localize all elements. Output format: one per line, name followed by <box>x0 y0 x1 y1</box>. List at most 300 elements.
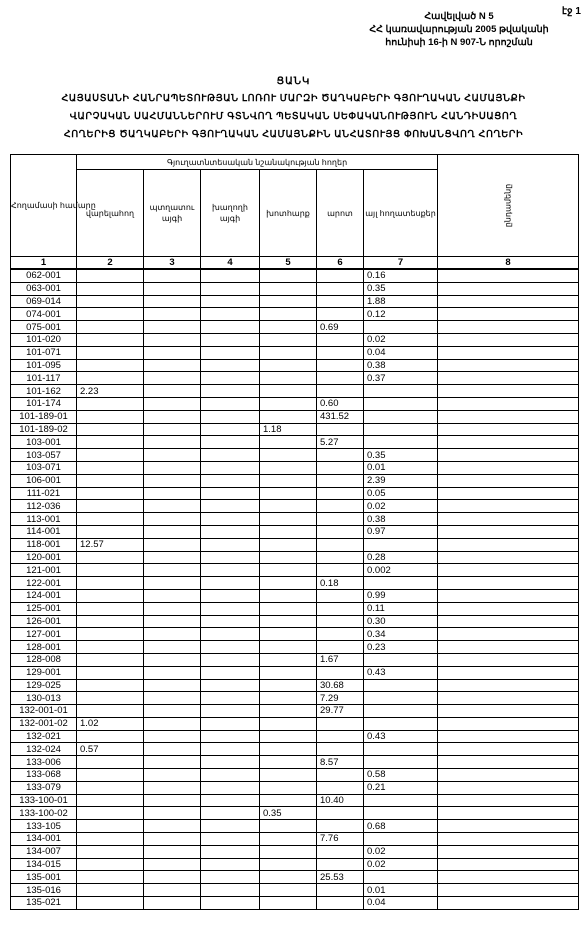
pasture-cell: 0.69 <box>317 321 364 334</box>
table-row <box>11 858 579 871</box>
vineyard-cell <box>201 628 260 641</box>
hayfield-cell <box>260 717 317 730</box>
plot-number-cell: 074-001 <box>11 308 77 321</box>
total-cell <box>438 487 579 500</box>
orchard-cell <box>144 321 201 334</box>
vineyard-cell <box>201 346 260 359</box>
other-land-cell <box>364 807 438 820</box>
table-row <box>11 269 579 282</box>
other-land-cell: 0.23 <box>364 641 438 654</box>
other-land-cell: 0.43 <box>364 666 438 679</box>
orchard-cell <box>144 666 201 679</box>
hayfield-cell <box>260 730 317 743</box>
orchard-cell <box>144 845 201 858</box>
arable-cell <box>77 577 144 590</box>
hayfield-cell <box>260 295 317 308</box>
arable-cell <box>77 628 144 641</box>
plot-number-cell: 062-001 <box>11 269 77 282</box>
hayfield-cell <box>260 308 317 321</box>
total-cell <box>438 743 579 756</box>
orchard-cell <box>144 346 201 359</box>
annex-header-line2: ՀՀ կառավարության 2005 թվականի <box>369 24 549 35</box>
arable-cell <box>77 397 144 410</box>
colnum-6: 6 <box>317 257 364 270</box>
plot-number-cell: 127-001 <box>11 628 77 641</box>
arable-cell <box>77 295 144 308</box>
pasture-cell <box>317 372 364 385</box>
total-cell <box>438 756 579 769</box>
hayfield-cell <box>260 321 317 334</box>
table-row <box>11 743 579 756</box>
arable-cell <box>77 436 144 449</box>
vineyard-cell <box>201 423 260 436</box>
orchard-cell <box>144 423 201 436</box>
other-land-cell: 1.88 <box>364 295 438 308</box>
plot-number-cell: 132-021 <box>11 730 77 743</box>
plot-number-cell: 133-068 <box>11 769 77 782</box>
arable-cell <box>77 692 144 705</box>
table-row <box>11 346 579 359</box>
pasture-cell: 0.18 <box>317 577 364 590</box>
vineyard-cell <box>201 884 260 897</box>
hayfield-cell <box>260 577 317 590</box>
document-subtitle <box>10 90 577 144</box>
total-cell <box>438 602 579 615</box>
table-row <box>11 423 579 436</box>
pasture-cell <box>317 743 364 756</box>
vineyard-cell <box>201 551 260 564</box>
pasture-cell <box>317 474 364 487</box>
total-cell <box>438 513 579 526</box>
plot-number-cell: 132-024 <box>11 743 77 756</box>
pasture-cell: 1.67 <box>317 653 364 666</box>
plot-number-cell: 069-014 <box>11 295 77 308</box>
orchard-cell <box>144 679 201 692</box>
pasture-cell <box>317 858 364 871</box>
hayfield-cell <box>260 410 317 423</box>
orchard-cell <box>144 807 201 820</box>
other-land-cell <box>364 653 438 666</box>
table-row <box>11 551 579 564</box>
col-vineyard: խաղողի այգի <box>201 170 260 257</box>
plot-number-cell: 133-100-02 <box>11 807 77 820</box>
other-land-cell: 0.58 <box>364 769 438 782</box>
orchard-cell <box>144 551 201 564</box>
plot-number-cell: 075-001 <box>11 321 77 334</box>
total-cell <box>438 794 579 807</box>
arable-cell <box>77 705 144 718</box>
other-land-cell <box>364 538 438 551</box>
other-land-cell: 0.16 <box>364 269 438 282</box>
colnum-2: 2 <box>77 257 144 270</box>
other-land-cell: 0.35 <box>364 282 438 295</box>
table-row <box>11 385 579 398</box>
plot-number-cell: 103-057 <box>11 449 77 462</box>
vineyard-cell <box>201 397 260 410</box>
hayfield-cell <box>260 525 317 538</box>
total-cell <box>438 820 579 833</box>
plot-number-cell: 125-001 <box>11 602 77 615</box>
other-land-cell: 0.97 <box>364 525 438 538</box>
vineyard-cell <box>201 807 260 820</box>
vineyard-cell <box>201 615 260 628</box>
pasture-cell <box>317 525 364 538</box>
arable-cell <box>77 564 144 577</box>
plot-number-cell: 114-001 <box>11 525 77 538</box>
col-total <box>438 155 579 257</box>
plot-number-cell: 130-013 <box>11 692 77 705</box>
total-cell <box>438 807 579 820</box>
land-plots-table <box>10 154 579 910</box>
total-cell <box>438 397 579 410</box>
subtitle-line1: ՀԱՅԱՍՏԱՆԻ ՀԱՆՐԱՊԵՏՈՒԹՅԱՆ ԼՈՌՈՒ ՄԱՐԶԻ ԾԱՂԿԱԲԵՐԻ ԳՅՈՒՂԱԿԱՆ ՀԱՄԱՅՆՔԻ <box>61 93 526 104</box>
pasture-cell: 29.77 <box>317 705 364 718</box>
plot-number-cell: 101-071 <box>11 346 77 359</box>
arable-cell <box>77 794 144 807</box>
table-row <box>11 845 579 858</box>
colnum-7: 7 <box>364 257 438 270</box>
pasture-cell <box>317 807 364 820</box>
orchard-cell <box>144 372 201 385</box>
pasture-cell <box>317 820 364 833</box>
vineyard-cell <box>201 743 260 756</box>
other-land-cell <box>364 577 438 590</box>
plot-number-cell: 101-189-02 <box>11 423 77 436</box>
vineyard-cell <box>201 820 260 833</box>
plot-number-cell: 101-117 <box>11 372 77 385</box>
arable-cell <box>77 897 144 910</box>
vineyard-cell <box>201 589 260 602</box>
plot-number-cell: 134-015 <box>11 858 77 871</box>
total-cell <box>438 449 579 462</box>
table-row <box>11 820 579 833</box>
total-cell <box>438 666 579 679</box>
arable-cell: 1.02 <box>77 717 144 730</box>
other-land-cell <box>364 679 438 692</box>
total-cell <box>438 346 579 359</box>
pasture-cell <box>317 359 364 372</box>
hayfield-cell <box>260 756 317 769</box>
plot-number-cell: 121-001 <box>11 564 77 577</box>
other-land-cell: 0.01 <box>364 461 438 474</box>
orchard-cell <box>144 756 201 769</box>
total-cell <box>438 551 579 564</box>
total-cell <box>438 628 579 641</box>
vineyard-cell <box>201 321 260 334</box>
pasture-cell: 8.57 <box>317 756 364 769</box>
orchard-cell <box>144 525 201 538</box>
vineyard-cell <box>201 897 260 910</box>
pasture-cell <box>317 513 364 526</box>
pasture-cell <box>317 602 364 615</box>
table-row <box>11 308 579 321</box>
vineyard-cell <box>201 871 260 884</box>
col-plot-number: Հողամասի համարը <box>11 155 77 257</box>
pasture-cell <box>317 845 364 858</box>
table-row <box>11 525 579 538</box>
total-cell <box>438 653 579 666</box>
total-cell <box>438 461 579 474</box>
pasture-cell <box>317 449 364 462</box>
other-land-cell: 0.30 <box>364 615 438 628</box>
other-land-cell: 0.38 <box>364 513 438 526</box>
pasture-cell <box>317 884 364 897</box>
pasture-cell <box>317 423 364 436</box>
col-arable: վարելահող <box>77 170 144 257</box>
other-land-cell <box>364 794 438 807</box>
orchard-cell <box>144 769 201 782</box>
other-land-cell: 0.02 <box>364 333 438 346</box>
other-land-cell <box>364 321 438 334</box>
arable-cell <box>77 756 144 769</box>
table-row <box>11 807 579 820</box>
total-cell <box>438 359 579 372</box>
pasture-cell: 10.40 <box>317 794 364 807</box>
vineyard-cell <box>201 385 260 398</box>
hayfield-cell <box>260 794 317 807</box>
arable-cell: 2.23 <box>77 385 144 398</box>
table-row <box>11 833 579 846</box>
pasture-cell <box>317 564 364 577</box>
other-land-cell <box>364 756 438 769</box>
total-cell <box>438 333 579 346</box>
orchard-cell <box>144 461 201 474</box>
orchard-cell <box>144 577 201 590</box>
other-land-cell <box>364 423 438 436</box>
orchard-cell <box>144 705 201 718</box>
colnum-5: 5 <box>260 257 317 270</box>
total-cell <box>438 372 579 385</box>
other-land-cell <box>364 436 438 449</box>
arable-cell <box>77 589 144 602</box>
arable-cell <box>77 615 144 628</box>
col-other-land: այլ հողատեսքեր <box>364 170 438 257</box>
other-land-cell <box>364 705 438 718</box>
table-row <box>11 781 579 794</box>
table-row <box>11 449 579 462</box>
arable-cell <box>77 346 144 359</box>
arable-cell <box>77 500 144 513</box>
total-cell <box>438 308 579 321</box>
hayfield-cell <box>260 858 317 871</box>
pasture-cell <box>317 615 364 628</box>
other-land-cell: 0.11 <box>364 602 438 615</box>
orchard-cell <box>144 781 201 794</box>
other-land-cell: 0.43 <box>364 730 438 743</box>
col-orchard: պտղատու այգի <box>144 170 201 257</box>
orchard-cell <box>144 628 201 641</box>
arable-cell <box>77 781 144 794</box>
arable-cell <box>77 321 144 334</box>
total-cell <box>438 474 579 487</box>
other-land-cell <box>364 410 438 423</box>
arable-cell <box>77 449 144 462</box>
col-total-label: ընդամենը <box>503 183 513 228</box>
plot-number-cell: 118-001 <box>11 538 77 551</box>
vineyard-cell <box>201 730 260 743</box>
table-row <box>11 692 579 705</box>
vineyard-cell <box>201 487 260 500</box>
pasture-cell <box>317 897 364 910</box>
plot-number-cell: 134-001 <box>11 833 77 846</box>
plot-number-cell: 101-189-01 <box>11 410 77 423</box>
col-hayfield: խոտհարք <box>260 170 317 257</box>
hayfield-cell <box>260 692 317 705</box>
total-cell <box>438 781 579 794</box>
vineyard-cell <box>201 359 260 372</box>
other-land-cell: 0.05 <box>364 487 438 500</box>
arable-cell <box>77 525 144 538</box>
arable-cell <box>77 653 144 666</box>
plot-number-cell: 126-001 <box>11 615 77 628</box>
hayfield-cell <box>260 538 317 551</box>
total-cell <box>438 577 579 590</box>
other-land-cell <box>364 692 438 705</box>
plot-number-cell: 133-105 <box>11 820 77 833</box>
arable-cell <box>77 513 144 526</box>
total-cell <box>438 436 579 449</box>
hayfield-cell <box>260 346 317 359</box>
other-land-cell: 0.37 <box>364 372 438 385</box>
arable-cell <box>77 333 144 346</box>
table-row <box>11 589 579 602</box>
arable-cell <box>77 730 144 743</box>
hayfield-cell <box>260 359 317 372</box>
other-land-cell: 0.35 <box>364 449 438 462</box>
orchard-cell <box>144 884 201 897</box>
vineyard-cell <box>201 577 260 590</box>
arable-cell <box>77 641 144 654</box>
vineyard-cell <box>201 333 260 346</box>
arable-cell <box>77 474 144 487</box>
table-row <box>11 295 579 308</box>
orchard-cell <box>144 359 201 372</box>
plot-number-cell: 135-016 <box>11 884 77 897</box>
table-row <box>11 372 579 385</box>
other-land-cell: 0.002 <box>364 564 438 577</box>
other-land-cell: 0.38 <box>364 359 438 372</box>
table-row <box>11 564 579 577</box>
hayfield-cell <box>260 705 317 718</box>
plot-number-cell: 122-001 <box>11 577 77 590</box>
plot-number-cell: 113-001 <box>11 513 77 526</box>
hayfield-cell <box>260 372 317 385</box>
vineyard-cell <box>201 833 260 846</box>
table-row <box>11 321 579 334</box>
other-land-cell <box>364 717 438 730</box>
arable-cell: 0.57 <box>77 743 144 756</box>
plot-number-cell: 128-008 <box>11 653 77 666</box>
plot-number-cell: 101-162 <box>11 385 77 398</box>
hayfield-cell: 0.35 <box>260 807 317 820</box>
arable-cell <box>77 359 144 372</box>
other-land-cell: 2.39 <box>364 474 438 487</box>
hayfield-cell <box>260 602 317 615</box>
vineyard-cell <box>201 513 260 526</box>
pasture-cell <box>317 269 364 282</box>
table-row <box>11 756 579 769</box>
pasture-cell: 30.68 <box>317 679 364 692</box>
hayfield-cell <box>260 474 317 487</box>
plot-number-cell: 133-079 <box>11 781 77 794</box>
orchard-cell <box>144 333 201 346</box>
plot-number-cell: 112-036 <box>11 500 77 513</box>
orchard-cell <box>144 449 201 462</box>
vineyard-cell <box>201 269 260 282</box>
total-cell <box>438 833 579 846</box>
plot-number-cell: 120-001 <box>11 551 77 564</box>
arable-cell <box>77 410 144 423</box>
vineyard-cell <box>201 564 260 577</box>
plot-number-cell: 101-174 <box>11 397 77 410</box>
orchard-cell <box>144 794 201 807</box>
hayfield-cell <box>260 897 317 910</box>
plot-number-cell: 106-001 <box>11 474 77 487</box>
orchard-cell <box>144 820 201 833</box>
arable-cell <box>77 833 144 846</box>
arable-cell <box>77 884 144 897</box>
plot-number-cell: 101-095 <box>11 359 77 372</box>
plot-number-cell: 135-021 <box>11 897 77 910</box>
orchard-cell <box>144 410 201 423</box>
subtitle-line3: ՀՈՂԵՐԻՑ ԾԱՂԿԱԲԵՐԻ ԳՅՈՒՂԱԿԱՆ ՀԱՄԱՅՆՔԻՆ ԱՆՀԱՏՈՒՅՑ ՓՈԽԱՆՑՎՈՂ ՀՈՂԵՐԻ <box>63 129 524 140</box>
pasture-cell <box>317 641 364 654</box>
arable-cell <box>77 308 144 321</box>
hayfield-cell <box>260 397 317 410</box>
hayfield-cell <box>260 820 317 833</box>
pasture-cell <box>317 346 364 359</box>
pasture-cell <box>317 282 364 295</box>
vineyard-cell <box>201 295 260 308</box>
hayfield-cell <box>260 513 317 526</box>
total-cell <box>438 538 579 551</box>
total-cell <box>438 730 579 743</box>
plot-number-cell: 111-021 <box>11 487 77 500</box>
other-land-cell: 0.04 <box>364 897 438 910</box>
plot-number-cell: 135-001 <box>11 871 77 884</box>
hayfield-cell <box>260 269 317 282</box>
orchard-cell <box>144 564 201 577</box>
colnum-1: 1 <box>11 257 77 270</box>
other-land-cell <box>364 385 438 398</box>
orchard-cell <box>144 615 201 628</box>
pasture-cell <box>317 385 364 398</box>
arable-cell: 12.57 <box>77 538 144 551</box>
vineyard-cell <box>201 845 260 858</box>
table-row <box>11 461 579 474</box>
pasture-cell <box>317 487 364 500</box>
pasture-cell <box>317 730 364 743</box>
total-cell <box>438 385 579 398</box>
vineyard-cell <box>201 461 260 474</box>
hayfield-cell <box>260 781 317 794</box>
table-row <box>11 282 579 295</box>
vineyard-cell <box>201 666 260 679</box>
orchard-cell <box>144 385 201 398</box>
other-land-cell: 0.04 <box>364 346 438 359</box>
hayfield-cell <box>260 833 317 846</box>
total-cell <box>438 410 579 423</box>
colnum-3: 3 <box>144 257 201 270</box>
hayfield-cell <box>260 487 317 500</box>
total-cell <box>438 295 579 308</box>
table-row <box>11 602 579 615</box>
pasture-cell: 7.76 <box>317 833 364 846</box>
table-body <box>11 269 579 909</box>
pasture-cell <box>317 333 364 346</box>
vineyard-cell <box>201 474 260 487</box>
orchard-cell <box>144 717 201 730</box>
